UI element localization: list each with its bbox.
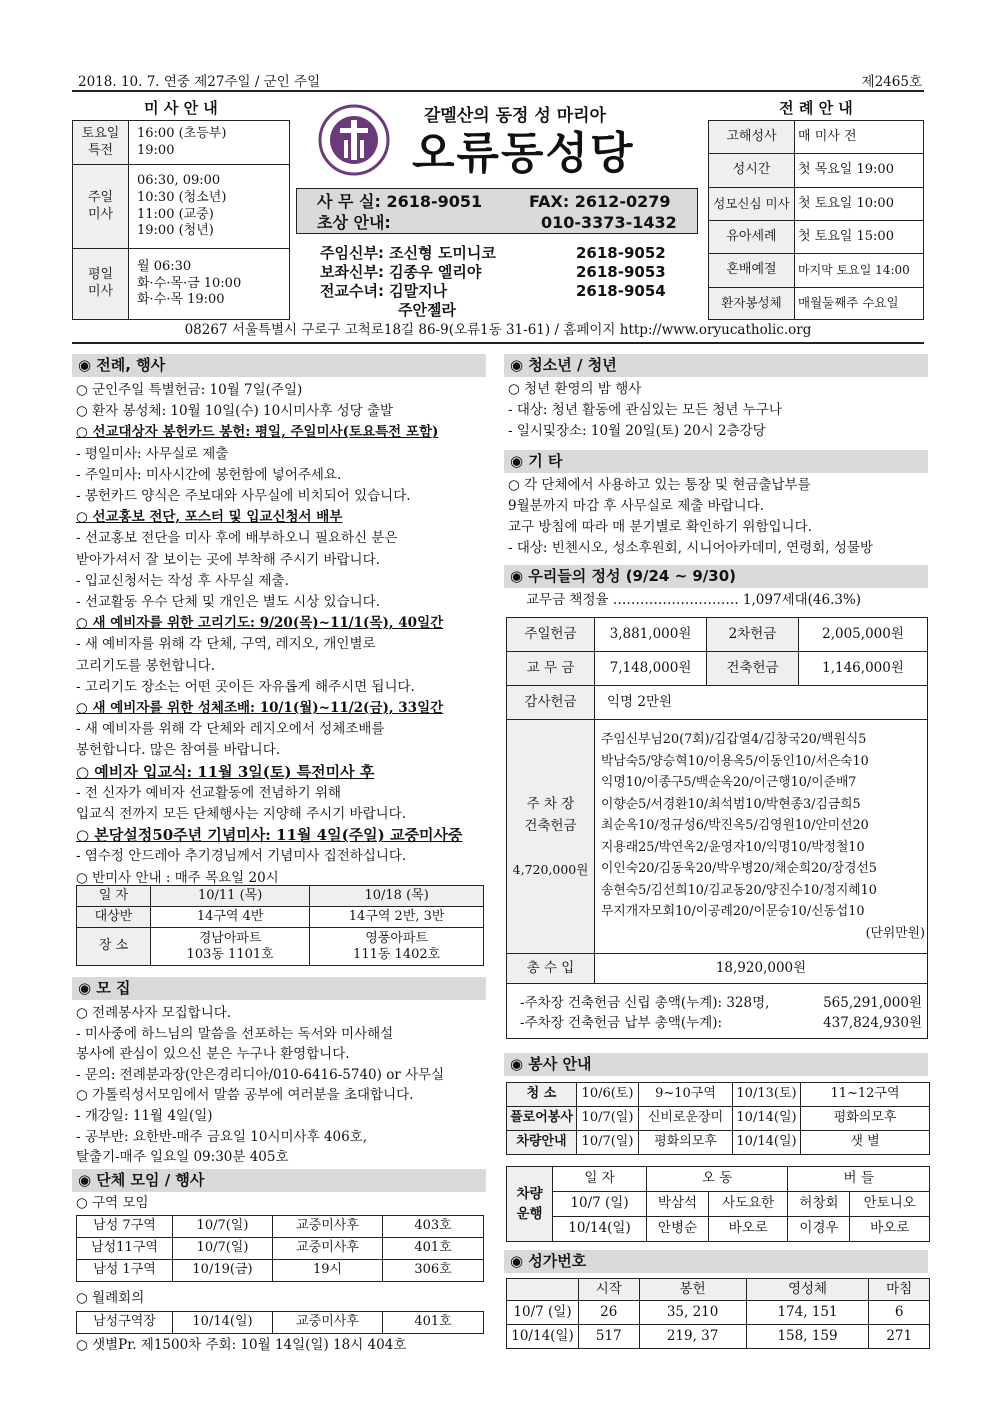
table-cell: 10/6(토) [577, 1083, 639, 1107]
table-cell: 차량안내 [507, 1131, 577, 1155]
church-subtitle: 갈멜산의 동정 성 마리아 [424, 106, 606, 126]
table-cell: 35, 210 [639, 1301, 746, 1325]
offering-label: 주일헌금 [507, 618, 595, 652]
clergy-item: 보좌신부: 김종우 엘리야 2618-9053 [320, 263, 666, 281]
offering-value: 1,146,000원 [799, 652, 928, 686]
table-cell: 9~10구역 [639, 1083, 733, 1107]
section-title: ◉ 청소년 / 청년 [504, 354, 928, 377]
donor-list [595, 720, 928, 954]
liturgy-key: 환자봉성체 [709, 287, 795, 319]
text-line: 봉사에 관심이 있으신 분은 누구나 환영합니다. [76, 1046, 350, 1063]
table-cell: 교중미사후 [273, 1238, 383, 1260]
text-line: ○ 군인주일 특별헌금: 10월 7일(주일) [76, 382, 303, 398]
issue-bar [72, 74, 924, 92]
liturgy-value: 첫 토요일 15:00 [795, 220, 924, 253]
text-line: - 공부반: 요한반-매주 금요일 10시미사후 406호, [76, 1128, 368, 1145]
text-line: ○ 새 예비자를 위한 성체조배: 10/1(월)~11/2(금), 33일간 [76, 700, 444, 717]
vehicle-row [507, 1217, 930, 1242]
text-line: - 평일미사: 사무실로 제출 [76, 445, 229, 462]
cumulative-row: -주차장 건축헌금 신립 총액(누계): 328명, 565,291,000원 [520, 995, 922, 1011]
offering-value: 익명 2만원 [595, 686, 928, 720]
text-line: - 새 예비자를 위해 각 단체와 레지오에서 성체조배를 [76, 721, 385, 738]
mass-times: 16:00 (초등부) 19:00 [129, 121, 290, 165]
text-line: - 미사중에 하느님의 말씀을 선포하는 독서와 미사해설 [76, 1025, 394, 1042]
parking-label: 주 차 장 건축헌금 4,720,000원 [507, 720, 595, 954]
ban-header: 10/18 (목) [310, 886, 484, 907]
table-cell: 플로어봉사 [507, 1107, 577, 1131]
text-line: - 염수정 안드레아 추기경님께서 기념미사 집전하십니다. [76, 848, 407, 865]
liturgy-key: 고해성사 [709, 121, 795, 154]
text-line: 9월분까지 마감 후 사무실로 제출 바랍니다. [508, 498, 765, 514]
vehicle-table [506, 1166, 930, 1242]
donor-line: 최순옥10/정규성6/박진옥5/김영원10/안미선20 [601, 818, 869, 833]
table-cell: 10/7(일) [173, 1238, 273, 1260]
hymn-table [506, 1278, 930, 1349]
table-cell: 10/7(일) [577, 1131, 639, 1155]
table-cell: 306호 [383, 1260, 484, 1282]
offering-label: 2차헌금 [707, 618, 799, 652]
liturgy-key: 성모신심 미사 [709, 187, 795, 220]
church-name: 오류동성당 [412, 128, 635, 179]
table-row [77, 1312, 484, 1334]
table-cell: 교중미사후 [273, 1312, 383, 1334]
text-line: 탈출기-매주 일요일 09:30분 405호 [76, 1149, 289, 1166]
levy-line: 교무금 책정율 ………………………. 1,097세대(46.3%) [526, 592, 862, 608]
church-logo [318, 104, 390, 176]
text-line: ○ 청년 환영의 밤 행사 [508, 381, 642, 397]
section-title: ◉ 기 타 [504, 450, 928, 473]
total-value: 18,920,000원 [595, 954, 928, 984]
issue-date: 2018. 10. 7. 연중 제27주일 / 군인 주일 [78, 74, 321, 90]
text-line: ○ 예비자 입교식: 11월 3일(토) 특전미사 후 [76, 762, 375, 781]
clergy-item: 전교수녀: 김말지나 2618-9054 [320, 282, 666, 300]
text-line: ○ 선교대상자 봉헌카드 봉헌: 평일, 주일미사(토요특전 포함) [76, 424, 439, 441]
cumulative-notes [520, 993, 922, 1033]
donor-line: 송현숙5/김선희10/김교동20/양진수10/정지혜10 [601, 882, 877, 898]
table-cell: 517 [579, 1325, 640, 1349]
table-cell: 219, 37 [639, 1325, 746, 1349]
hymn-header [507, 1279, 579, 1301]
text-line: ○ 새 예비자를 위한 고리기도: 9/20(목)~11/1(목), 40일간 [76, 615, 444, 632]
vehicle-cell: 10/7 (일) [553, 1192, 647, 1217]
text-line: 받아가셔서 잘 보이는 곳에 부착해 주시기 바랍니다. [76, 551, 380, 568]
vehicle-cell: 10/14(일) [553, 1217, 647, 1242]
group-note: ○ 샛별Pr. 제1500차 주회: 10월 14일(일) 18시 404호 [76, 1337, 407, 1353]
text-line: - 새 예비자를 위해 각 단체, 구역, 레지오, 개인별로 [76, 636, 376, 653]
liturgy-key: 유아세례 [709, 220, 795, 253]
text-line: - 일시및장소: 10월 20일(토) 20시 2층강당 [508, 423, 766, 439]
total-label: 총 수 입 [507, 954, 595, 984]
section-title: ◉ 모 집 [72, 977, 486, 1000]
liturgy-value: 매월둘째주 수요일 [795, 287, 924, 319]
donor-line: 주임신부님20(7회)/김갑열4/김창국20/백원식5 [601, 732, 867, 747]
ban-mass-table [76, 885, 484, 966]
issue-number: 제2465호 [861, 74, 922, 90]
mass-title: 미 사 안 내 [144, 99, 218, 117]
hymn-header: 봉헌 [639, 1279, 746, 1301]
vehicle-header: 오 동 [647, 1167, 788, 1192]
donor-line: (단위만원) [865, 925, 925, 941]
mass-table [72, 120, 290, 320]
table-cell: 남성 7구역 [77, 1216, 173, 1238]
service-table [506, 1082, 930, 1155]
text-line: - 고리기도 장소는 어떤 곳이든 자유롭게 해주시면 됩니다. [76, 678, 415, 695]
liturgy-value: 첫 토요일 10:00 [795, 187, 924, 220]
offering-label: 교 무 금 [507, 652, 595, 686]
text-line: ○ 환자 봉성체: 10월 10일(수) 10시미사후 성당 출발 [76, 403, 394, 420]
text-line: 입교식 전까지 모든 단체행사는 지양해 주시기 바랍니다. [76, 806, 406, 823]
donor-line: 지용래25/박연옥2/윤영자10/익명10/박정철10 [601, 839, 865, 855]
offering-label: 감사헌금 [507, 686, 595, 720]
liturgy-value: 마지막 토요일 14:00 [795, 254, 924, 287]
table-cell: 남성11구역 [77, 1238, 173, 1260]
text-line: - 봉헌카드 양식은 주보대와 사무실에 비치되어 있습니다. [76, 488, 411, 505]
mass-label: 토요일 특전 [73, 121, 129, 165]
table-cell: 158, 159 [746, 1325, 869, 1349]
liturgy-key: 혼배예절 [709, 254, 795, 287]
table-cell: 10/19(금) [173, 1260, 273, 1282]
table-cell: 샛 별 [801, 1131, 930, 1155]
liturgy-value: 첫 목요일 19:00 [795, 154, 924, 187]
other-list [508, 475, 928, 559]
recruit-list [76, 1003, 488, 1168]
cumulative-row: -주차장 건축헌금 납부 총액(누계): 437,824,930원 [520, 1015, 922, 1031]
ban-cell: 14구역 4반 [151, 907, 310, 928]
text-line: ○ 선교홍보 전단, 포스터 및 입교신청서 배부 [76, 509, 343, 526]
text-line: - 주일미사: 미사시간에 봉헌함에 넣어주세요. [76, 466, 342, 483]
mourning-phone: 010-3373-1432 [541, 213, 677, 232]
text-line: - 대상: 청년 활동에 관심있는 모든 청년 누구나 [508, 402, 782, 418]
table-cell: 10/14(일) [173, 1312, 273, 1334]
vehicle-cell: 안병순 [647, 1217, 709, 1242]
text-line: - 대상: 빈첸시오, 성소후원회, 시니어아카데미, 연령회, 성물방 [508, 540, 874, 556]
table-row [77, 1260, 484, 1282]
address-text: 08267 서울특별시 구로구 고척로18길 86-9(오류1동 31-61) / 홈페이지 http://www.oryucatholic.org [184, 322, 812, 338]
table-cell: 403호 [383, 1216, 484, 1238]
liturgy-table [708, 120, 924, 320]
section-title: ◉ 봉사 안내 [504, 1053, 928, 1076]
table-cell: 10/14(일) [733, 1131, 801, 1155]
table-row [507, 1301, 930, 1325]
offering-value: 7,148,000원 [595, 652, 707, 686]
table-cell: 남성 1구역 [77, 1260, 173, 1282]
mass-times: 월 06:30 화·수·목·금 10:00 화·수·목 19:00 [129, 249, 290, 320]
section-title: ◉ 성가번호 [504, 1250, 928, 1273]
table-row [77, 1216, 484, 1238]
text-line: 고리기도를 봉헌합니다. [76, 657, 215, 674]
monthly-table [76, 1311, 484, 1334]
vehicle-label: 차량 운행 [507, 1167, 553, 1242]
clergy-list [320, 244, 680, 320]
table-cell: 10/14(일) [733, 1107, 801, 1131]
hymn-header: 영성체 [746, 1279, 869, 1301]
hymn-header: 마침 [869, 1279, 930, 1301]
text-line: ○ 본당설정50주년 기념미사: 11월 4일(주일) 교중미사중 [76, 826, 463, 845]
ban-cell: 경남아파트 103동 1101호 [151, 928, 310, 966]
vehicle-cell: 허창회 [788, 1192, 850, 1217]
table-cell: 10/14(일) [507, 1325, 579, 1349]
clergy-item: 주안젤라 [398, 301, 456, 319]
mass-times: 06:30, 09:00 10:30 (청소년) 11:00 (교중) 19:00 (청년) [129, 165, 290, 249]
office-fax: FAX: 2612-0279 [529, 192, 671, 211]
liturgy-title: 전 례 안 내 [779, 99, 853, 117]
table-cell: 청 소 [507, 1083, 577, 1107]
ban-label: 대상반 [77, 907, 151, 928]
table-cell: 19시 [273, 1260, 383, 1282]
table-cell: 교중미사후 [273, 1216, 383, 1238]
table-cell: 신비로운장미 [639, 1107, 733, 1131]
mass-label: 평일 미사 [73, 249, 129, 320]
table-cell: 11~12구역 [801, 1083, 930, 1107]
table-cell: 174, 151 [746, 1301, 869, 1325]
ban-label: 장 소 [77, 928, 151, 966]
table-cell: 401호 [383, 1238, 484, 1260]
donor-line: 무지개자모회10/이공례20/이문승10/신동섭10 [601, 904, 865, 919]
table-cell: 남성구역장 [77, 1312, 173, 1334]
table-cell: 평화의모후 [801, 1107, 930, 1131]
table-cell: 평화의모후 [639, 1131, 733, 1155]
table-row [77, 1238, 484, 1260]
vehicle-header: 일 자 [553, 1167, 647, 1192]
offering-table [506, 617, 928, 984]
mourning-label: 초상 안내: [317, 213, 391, 232]
office-box [296, 188, 698, 234]
liturgy-value: 매 미사 전 [795, 121, 924, 154]
table-row [507, 1083, 930, 1107]
vehicle-cell: 안토니오 [850, 1192, 930, 1217]
table-row [507, 1107, 930, 1131]
table-cell: 26 [579, 1301, 640, 1325]
liturgy-events [76, 380, 488, 889]
donor-line: 박남숙5/양승혁10/이용옥5/이동인10/서은숙10 [601, 753, 869, 769]
section-title: ◉ 우리들의 정성 (9/24 ~ 9/30) [504, 565, 928, 588]
text-line: - 개강일: 11월 4일(일) [76, 1107, 213, 1124]
vehicle-cell: 박삼석 [647, 1192, 709, 1217]
offering-label: 건축헌금 [707, 652, 799, 686]
clergy-item: 주임신부: 조신형 도미니코 2618-9052 [320, 244, 666, 262]
text-line: - 선교활동 우수 단체 및 개인은 별도 시상 있습니다. [76, 594, 381, 611]
vehicle-cell: 바오로 [708, 1217, 788, 1242]
liturgy-key: 성시간 [709, 154, 795, 187]
vehicle-header: 버 들 [788, 1167, 930, 1192]
vehicle-cell: 이경우 [788, 1217, 850, 1242]
text-line: 교구 방침에 따라 매 분기별로 확인하기 위함입니다. [508, 519, 812, 535]
vehicle-cell: 바오로 [850, 1217, 930, 1242]
ban-header: 일 자 [77, 886, 151, 907]
donor-line: 이향순5/서경환10/최석범10/박현종3/김금희5 [601, 796, 861, 812]
section-title: ◉ 단체 모임 / 행사 [72, 1169, 486, 1192]
district-label: ○ 구역 모임 [76, 1195, 149, 1211]
hymn-header-row [507, 1279, 930, 1301]
vehicle-cell: 사도요한 [708, 1192, 788, 1217]
hymn-header: 시작 [579, 1279, 640, 1301]
table-cell: 10/7 (일) [507, 1301, 579, 1325]
text-line: - 선교홍보 전단을 미사 후에 배부하오니 필요하신 분은 [76, 530, 398, 547]
district-table [76, 1215, 484, 1282]
text-line: ○ 반미사 안내 : 매주 목요일 20시 [76, 869, 279, 886]
ban-header: 10/11 (목) [151, 886, 310, 907]
text-line: - 전 신자가 예비자 선교활동에 전념하기 위해 [76, 784, 342, 801]
table-cell: 10/7(일) [577, 1107, 639, 1131]
donor-line: 익명10/이종구5/백순옥20/이근행10/이준배7 [601, 775, 857, 790]
address-bar [72, 322, 924, 344]
offering-value: 2,005,000원 [799, 618, 928, 652]
offering-value: 3,881,000원 [595, 618, 707, 652]
section-title: ◉ 전례, 행사 [72, 354, 486, 377]
ban-cell: 14구역 2반, 3반 [310, 907, 484, 928]
table-cell: 10/7(일) [173, 1216, 273, 1238]
table-cell: 10/13(토) [733, 1083, 801, 1107]
mass-label: 주일 미사 [73, 165, 129, 249]
table-row [507, 1325, 930, 1349]
donor-line: 이인숙20/김동욱20/박우병20/채순희20/장경선5 [601, 861, 877, 876]
table-cell: 6 [869, 1301, 930, 1325]
text-line: - 문의: 전례분과장(안은경리디아/010-6416-5740) or 사무실 [76, 1066, 445, 1083]
vehicle-row [507, 1192, 930, 1217]
office-phone: 사 무 실: 2618-9051 [317, 192, 483, 211]
table-row [507, 1131, 930, 1155]
ban-cell: 영풍아파트 111동 1402호 [310, 928, 484, 966]
monthly-label: ○ 월례회의 [76, 1290, 145, 1306]
text-line: ○ 가톨릭성서모임에서 말씀 공부에 여러분을 초대합니다. [76, 1087, 414, 1104]
text-line: 봉헌합니다. 많은 참여를 바랍니다. [76, 742, 281, 759]
table-cell: 401호 [383, 1312, 484, 1334]
text-line: ○ 각 단체에서 사용하고 있는 통장 및 현금출납부를 [508, 477, 811, 493]
text-line: - 입교신청서는 작성 후 사무실 제출. [76, 572, 289, 589]
youth-list [508, 379, 928, 442]
table-cell: 271 [869, 1325, 930, 1349]
text-line: ○ 전례봉사자 모집합니다. [76, 1005, 232, 1021]
